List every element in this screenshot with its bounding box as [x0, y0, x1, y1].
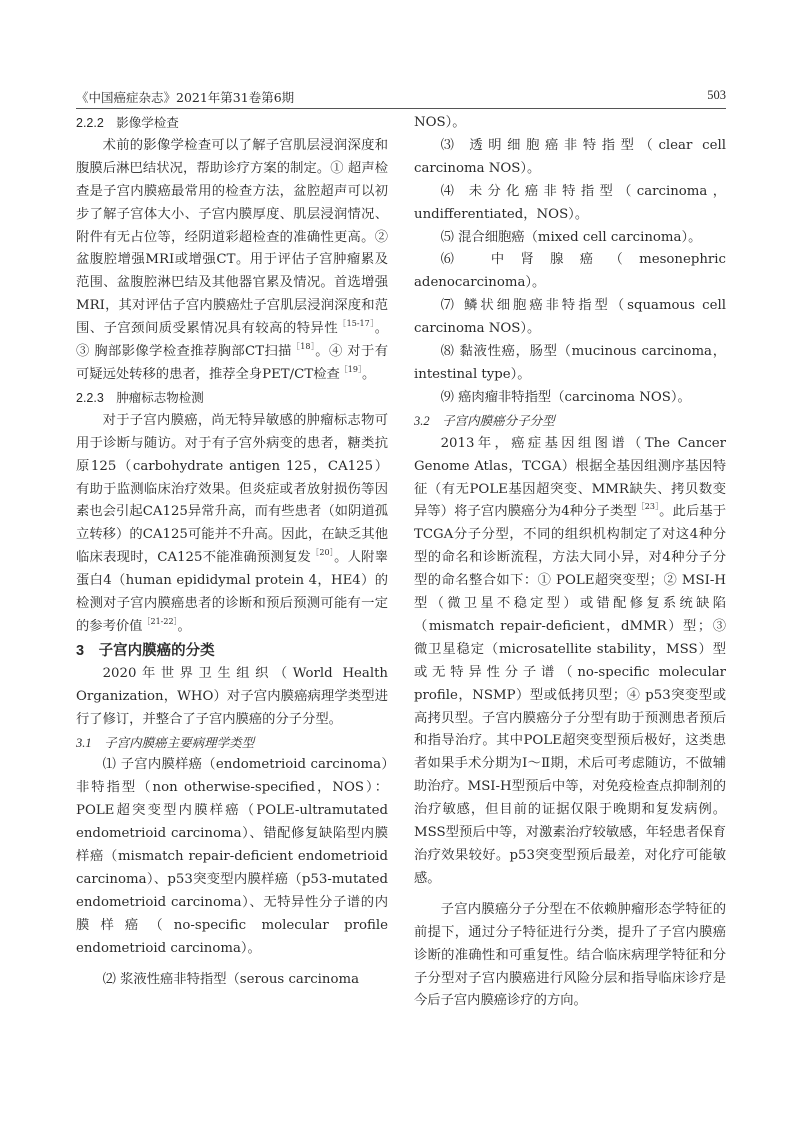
paragraph-type-4: ⑷ 未分化癌非特指型（carcinoma，undifferentiated，NOS）。: [414, 183, 726, 222]
paragraph-tumor-markers: 对于子宫内膜癌，尚无特异敏感的肿瘤标志物可用于诊断与随访。对于有子宫外病变的患者，糖类抗原125（carbohydrate antigen 125，CA125）有助于监测临床治疗效果。但炎症或者放射损伤等因素也会引起CA125异常升高，而有些患者（如阴道孤立转移）的CA125可能并不升高。因此，在缺乏其他临床表现时，CA125不能准确预测复发$^{[20]}$。人附睾蛋白4（human epididymal protein 4，HE4）的检测对子宫内膜癌患者的诊断和预后预测可能有一定的参考价值$^{[21-22]}$。: [76, 412, 389, 634]
citation: ［15-17］: [338, 319, 375, 329]
paragraph-type-6: ⑹ 中肾腺癌（mesonephric adenocarcinoma）。: [414, 252, 726, 291]
citation: ［23］: [636, 502, 660, 512]
heading-3-1: 3.1 子宫内膜癌主要病理学类型: [76, 735, 255, 750]
paragraph-type-1: ⑴ 子宫内膜样癌（endometrioid carcinoma）非特指型（non otherwise-specified，NOS）：POLE超突变型内膜样癌（POLE-ultramutated endometrioid carcinoma）、错配修复缺陷型内膜样癌（mismatch repair-deficient endometrioid carcinoma）、p53突变型内膜样癌（p53-mutated endometrioid carcinoma）、无特异性分子谱的内膜样癌（no-specific molecular profile endometrioid carcinoma）。: [76, 757, 388, 956]
paragraph-type-5: ⑸ 混合细胞癌（mixed cell carcinoma）。: [440, 229, 702, 245]
heading-3-2: 3.2 子宫内膜癌分子分型: [414, 413, 555, 428]
citation: ［20］: [311, 548, 335, 558]
journal-title: 《中国癌症杂志》2021年第31卷第6期: [76, 90, 295, 105]
heading-2-2-3: 2.2.3 肿瘤标志物检测: [76, 390, 204, 405]
left-column: [76, 112, 388, 992]
citation: ［21-22］: [142, 616, 178, 626]
running-header: [76, 86, 726, 109]
paragraph-type-9: ⑼ 癌肉瘤非特指型（carcinoma NOS）。: [440, 389, 691, 405]
paragraph-who-2020: 2020年世界卫生组织（World Health Organization，WHO）对子宫内膜癌病理学类型进行了修订，并整合了子宫内膜癌的分子分型。: [76, 665, 388, 727]
paragraph-type-8: ⑻ 黏液性癌，肠型（mucinous carcinoma，intestinal type）。: [414, 344, 726, 382]
paragraph-type-3: ⑶ 透明细胞癌非特指型（clear cell carcinoma NOS）。: [414, 137, 726, 176]
heading-section-3: 3 子宫内膜癌的分类: [76, 642, 215, 659]
heading-2-2-2: 2.2.2 影像学检查: [76, 116, 179, 130]
paragraph-type-2-cont: NOS）。: [414, 115, 466, 130]
paragraph-conclusion: 子宫内膜癌分子分型在不依赖肿瘤形态学特征的前提下，通过分子特征进行分类，提升了子宫内膜癌诊断的准确性和可重复性。结合临床病理学特征和分子分型对子宫内膜癌进行风险分层和指导临床诊疗是今后子宫内膜癌诊疗的方向。: [414, 901, 726, 1009]
right-column: [414, 112, 726, 1013]
page-number: 503: [707, 88, 726, 102]
paragraph-type-7: ⑺ 鳞状细胞癌非特指型（squamous cell carcinoma NOS）。: [414, 298, 726, 337]
paragraph-molecular-typing: 2013年，癌症基因组图谱（The Cancer Genome Atlas，TCGA）根据全基因组测序基因特征（有无POLE基因超突变、MMR缺失、拷贝数变异等）将子宫内膜癌分为4种分子类型$^{[23]}$。此后基于TCGA分子分型，不同的组织机构制定了对这4种分型的命名和诊断流程，方法大同小异，对4种分子分型的命名整合如下：① POLE超突变型；② MSI-H型（微卫星不稳定型）或错配修复系统缺陷（mismatch repair-deficient，dMMR）型；③ 微卫星稳定（microsatellite stability，MSS）型或无特异性分子谱（no-specific molecular profile，NSMP）型或低拷贝型；④ p53突变型或高拷贝型。子宫内膜癌分子分型有助于预测患者预后和指导治疗。其中POLE超突变型预后极好，这类患者如果手术分期为Ⅰ～Ⅱ期，术后可考虑随访，不做辅助治疗。MSI-H型预后中等，对免疫检查点抑制剂的治疗敏感，但目前的证据仅限于晚期和复发病例。MSS型预后中等，对激素治疗较敏感，年轻患者保育治疗效果较好。p53突变型预后最差，对化疗可能敏感。: [414, 435, 727, 886]
citation: ［18］: [291, 342, 316, 352]
citation: ［19］: [339, 364, 362, 374]
paragraph-imaging: 术前的影像学检查可以了解子宫肌层浸润深度和腹膜后淋巴结状况，帮助诊疗方案的制定。① 超声检查是子宫内膜癌最常用的检查方法，盆腔超声可以初步了解子宫体大小、子宫内膜厚度、肌层浸润情况、附件有无占位等，经阴道彩超检查的准确性更高。② 盆腹腔增强MRI或增强CT。用于评估子宫肿瘤累及范围、盆腹腔淋巴结及其他器官累及情况。首选增强MRI，其对评估子宫内膜癌灶子宫肌层浸润深度和范围、子宫颈间质受累情况具有较高的特异性$^{[15-17]}$。③ 胸部影像学检查推荐胸部CT扫描$^{[18]}$。④ 对于有可疑远处转移的患者，推荐全身PET/CT检查$^{[19]}$。: [76, 137, 388, 382]
paragraph-type-2: ⑵ 浆液性癌非特指型（serous carcinoma: [102, 971, 359, 987]
